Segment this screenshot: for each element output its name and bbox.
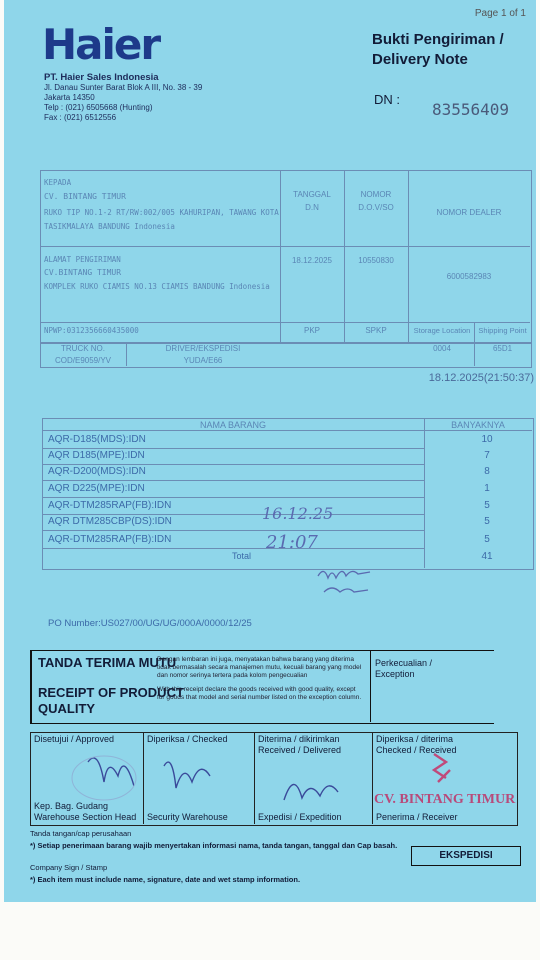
row-divider: [42, 497, 424, 498]
dealer-header: NOMOR DEALER: [436, 208, 502, 217]
company-address: [44, 83, 202, 123]
phone-line: Telp : (021) 6505668 (Hunting): [44, 103, 153, 112]
dealer-value: 6000582983: [446, 272, 492, 281]
row-divider: [42, 514, 424, 515]
receipt-title-en: RECEIPT OF PRODUCT: [38, 685, 184, 700]
title-line: Bukti Pengiriman /: [372, 31, 504, 48]
item-name: AQR-DTM285RAP(FB):IDN: [48, 534, 172, 545]
page-indicator: Page 1 of 1: [474, 8, 526, 19]
haier-logo: Haier: [42, 20, 160, 69]
item-qty: 5: [484, 534, 490, 545]
grid-divider: [344, 170, 345, 342]
item-name: AQR D225(MPE):IDN: [48, 483, 145, 494]
npwp: NPWP:0312356660435000: [44, 326, 139, 335]
address-line: Jl. Danau Sunter Barat Blok A III, No. 38 - 39: [44, 83, 203, 92]
pkp-label: PKP: [303, 326, 320, 335]
handwritten-time: 21:07: [266, 532, 318, 553]
footer-note-id: *) Setiap penerimaan barang wajib menyertakan informasi nama, tanda tangan, tanggal dan Cap basah.: [30, 841, 398, 850]
receipt-title-id: TANDA TERIMA MUTU: [38, 655, 177, 670]
shipping-value: 65D1: [492, 344, 513, 353]
receipt-text-id: Dengan lembaran ini juga, menyatakan bahwa barang yang diterima tidak bermasalah secara manajemen mutu, kecuali barang yang model dan nomor serinya tertera pada kolom pengecualian: [157, 656, 362, 679]
company-stamp: CV. BINTANG TIMUR: [374, 792, 516, 807]
total-label: Total: [232, 551, 252, 561]
pengiriman-name: CV.BINTANG TIMUR: [44, 268, 122, 277]
footer-sign-label: Tanda tangan/cap perusahaan: [30, 829, 132, 838]
tanggal-label: TANGGAL: [293, 190, 331, 199]
row-divider: [42, 480, 424, 481]
storage-value: 0004: [433, 344, 451, 353]
truck-label: TRUCK NO.: [61, 344, 105, 353]
spkp-label: SPKP: [365, 326, 387, 335]
grid-divider: [424, 418, 425, 568]
grid-divider: [280, 170, 281, 342]
footer-company-sign: Company Sign / Stamp: [30, 863, 108, 872]
nomor-header: [346, 190, 406, 212]
items-header-qty: BANYAKNYA: [451, 420, 505, 430]
item-name: AQR-D185(MDS):IDN: [48, 434, 146, 445]
title-line: Delivery Note: [372, 51, 468, 68]
delivery-note-sheet: [4, 0, 536, 902]
shipping-point-label: Shipping Point: [478, 326, 527, 335]
kep-bag-label: Kep. Bag. Gudang: [34, 801, 109, 811]
grid-divider: [370, 650, 371, 722]
row-divider: [42, 464, 424, 465]
ekspedisi-box: EKSPEDISI: [411, 846, 521, 866]
warehouse-head-label: Warehouse Section Head: [34, 812, 137, 822]
security-label: Security Warehouse: [147, 812, 228, 822]
receipt-title-en: QUALITY: [38, 701, 96, 716]
row-divider: [42, 548, 424, 549]
kepada-address: RUKO TIP NO.1-2 RT/RW:002/005 KAHURIPAN, TAWANG KOTA: [44, 208, 279, 217]
pengiriman-address: KOMPLEK RUKO CIAMIS NO.13 CIAMIS BANDUNG Indonesia: [44, 282, 270, 291]
grid-divider: [372, 732, 373, 824]
item-qty: 10: [481, 434, 493, 445]
grid-divider: [40, 322, 530, 323]
item-name: AQR DTM285CBP(DS):IDN: [48, 516, 172, 527]
exception-label: Perkecualian / Exception: [375, 658, 433, 679]
total-value: 41: [481, 551, 493, 562]
grid-divider: [42, 430, 532, 431]
item-name: AQR-D200(MDS):IDN: [48, 466, 146, 477]
company-name: PT. Haier Sales Indonesia: [44, 72, 159, 83]
tanggal-sub: D.N: [305, 203, 319, 212]
item-name: AQR D185(MPE):IDN: [48, 450, 145, 461]
receiver-label: Penerima / Receiver: [376, 812, 458, 822]
grid-divider: [254, 732, 255, 824]
document-title: [372, 30, 504, 70]
driver-value: YUDA/E66: [183, 356, 223, 365]
handwritten-date: 16.12.25: [262, 504, 334, 523]
po-number: PO Number:US027/00/UG/UG/000A/0000/12/25: [48, 618, 252, 629]
approved-label: Disetujui / Approved: [34, 734, 115, 744]
checked-label: Diperiksa / Checked: [147, 734, 228, 744]
item-name: AQR-DTM285RAP(FB):IDN: [48, 500, 172, 511]
grid-divider: [40, 246, 530, 247]
print-timestamp: 18.12.2025(21:50:37): [428, 372, 534, 384]
item-qty: 1: [484, 483, 490, 494]
item-qty: 5: [484, 500, 490, 511]
pengiriman-label: ALAMAT PENGIRIMAN: [44, 255, 121, 264]
receipt-text-en: With this receipt declare the goods received with good quality, except for goods that model and serial number listed on the exception column.: [157, 686, 362, 701]
driver-label: DRIVER/EKSPEDISI: [165, 344, 241, 353]
item-qty: 7: [484, 450, 490, 461]
item-qty: 5: [484, 516, 490, 527]
row-divider: [42, 448, 424, 449]
received-label: Diterima / dikirimkan Received / Delivered: [258, 734, 342, 755]
kepada-label: KEPADA: [44, 178, 72, 187]
nomor-value: 10550830: [358, 256, 394, 265]
kepada-address: TASIKMALAYA BANDUNG Indonesia: [44, 222, 175, 231]
dn-number: 83556409: [432, 100, 510, 119]
truck-value: COD/E9059/YV: [54, 356, 112, 365]
expedition-label: Expedisi / Expedition: [258, 812, 342, 822]
tanggal-header: [282, 190, 342, 212]
company-stamp-mark: [422, 748, 462, 788]
item-qty: 8: [484, 466, 490, 477]
handwritten-signature: [314, 562, 384, 602]
items-header-name: NAMA BARANG: [199, 420, 266, 430]
nomor-label: NOMOR: [360, 190, 392, 199]
dn-label: DN :: [374, 92, 400, 107]
row-divider: [42, 530, 424, 531]
tanggal-value: 18.12.2025: [291, 256, 333, 265]
approval-signatures: [64, 742, 244, 812]
nomor-sub: D.O.V/SO: [358, 203, 394, 212]
storage-location-label: Storage Location: [413, 326, 471, 335]
fax-line: Fax : (021) 6512556: [44, 113, 117, 122]
grid-divider: [408, 170, 409, 342]
checked-received-label: Diperiksa / diterima Checked / Received: [376, 734, 457, 755]
address-line: Jakarta 14350: [44, 93, 95, 102]
footer-note-en: *) Each item must include name, signature, date and wet stamp information.: [30, 875, 301, 884]
grid-divider: [126, 342, 127, 366]
kepada-name: CV. BINTANG TIMUR: [44, 192, 126, 201]
expedition-signature: [274, 760, 364, 810]
